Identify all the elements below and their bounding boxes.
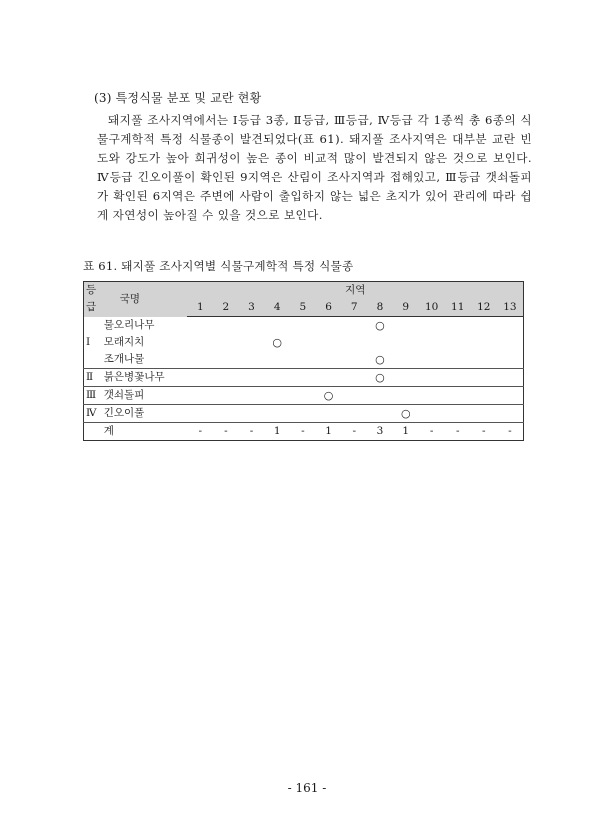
- region-cell: [341, 405, 367, 423]
- region-cell: ○: [367, 369, 393, 387]
- region-cell: [290, 334, 316, 351]
- table-row: [84, 351, 524, 369]
- total-cell: 1: [264, 423, 290, 441]
- region-number: 7: [341, 299, 367, 317]
- species-name-cell: 물오리나무: [103, 318, 155, 331]
- region-number: 4: [264, 299, 290, 317]
- region-cell: [213, 317, 239, 335]
- region-cell: [239, 334, 265, 351]
- grade-cell: Ⅱ: [84, 369, 100, 387]
- total-cell: -: [497, 423, 524, 441]
- region-cell: [213, 351, 239, 369]
- region-cell: [471, 405, 497, 423]
- region-cell: [471, 351, 497, 369]
- region-cell: [290, 317, 316, 335]
- region-cell: [264, 369, 290, 387]
- table-row: [84, 405, 524, 423]
- region-cell: [264, 387, 290, 405]
- region-cell: [497, 387, 524, 405]
- region-cell: [239, 369, 265, 387]
- region-cell: [445, 317, 471, 335]
- region-cell: [445, 405, 471, 423]
- grade-cell: Ⅳ: [84, 405, 100, 423]
- region-number: 6: [316, 299, 342, 317]
- region-cell: [264, 317, 290, 335]
- region-number: 1: [187, 299, 213, 317]
- region-cell: [419, 405, 445, 423]
- table-row: [84, 369, 524, 387]
- total-cell: -: [187, 423, 213, 441]
- total-cell: 1: [393, 423, 419, 441]
- region-cell: [316, 334, 342, 351]
- region-cell: [239, 351, 265, 369]
- total-cell: -: [341, 423, 367, 441]
- region-cell: [367, 405, 393, 423]
- region-cell: [445, 387, 471, 405]
- region-cell: [290, 405, 316, 423]
- region-cell: [471, 317, 497, 335]
- region-cell: [445, 351, 471, 369]
- region-cell: [419, 387, 445, 405]
- region-cell: ○: [316, 387, 342, 405]
- grade-cell: [84, 423, 100, 441]
- grade-cell: Ⅲ: [84, 387, 100, 405]
- region-cell: [341, 387, 367, 405]
- region-cell: [367, 387, 393, 405]
- region-cell: [316, 351, 342, 369]
- region-cell: [264, 405, 290, 423]
- total-cell: 3: [367, 423, 393, 441]
- section-heading: (3) 특정식물 분포 및 교란 현황: [94, 91, 262, 105]
- total-label: 계: [100, 423, 188, 441]
- region-cell: [393, 351, 419, 369]
- region-cell: [239, 387, 265, 405]
- region-cell: [393, 387, 419, 405]
- region-cell: [497, 317, 524, 335]
- region-cell: [341, 351, 367, 369]
- region-cell: [316, 369, 342, 387]
- header-region: 지역: [187, 282, 523, 300]
- region-cell: [445, 334, 471, 351]
- species-name-cell: 갯쇠돌피: [100, 387, 188, 405]
- region-cell: [187, 369, 213, 387]
- region-cell: [393, 334, 419, 351]
- species-name-cell: 붉은병꽃나무: [100, 369, 188, 387]
- region-cell: [419, 317, 445, 335]
- total-cell: -: [445, 423, 471, 441]
- region-cell: [239, 317, 265, 335]
- region-number: 5: [290, 299, 316, 317]
- region-cell: [213, 405, 239, 423]
- region-number: 3: [239, 299, 265, 317]
- region-cell: [187, 317, 213, 335]
- table-row: [84, 334, 524, 351]
- species-name-cell: 조개나물: [103, 353, 145, 365]
- region-cell: [471, 387, 497, 405]
- region-cell: [290, 369, 316, 387]
- region-cell: [393, 369, 419, 387]
- region-cell: [187, 387, 213, 405]
- region-cell: [213, 334, 239, 351]
- total-row: [84, 423, 524, 441]
- region-cell: [239, 405, 265, 423]
- grade-cell: Ⅰ: [86, 336, 91, 348]
- region-cell: [471, 334, 497, 351]
- region-cell: ○: [272, 336, 282, 349]
- header-grade: 등급: [84, 282, 100, 317]
- region-cell: [497, 351, 524, 369]
- total-cell: -: [213, 423, 239, 441]
- total-cell: -: [290, 423, 316, 441]
- total-cell: 1: [316, 423, 342, 441]
- region-cell: [497, 369, 524, 387]
- region-cell: [316, 317, 342, 335]
- species-name-cell: 모래지치: [103, 336, 145, 348]
- region-cell: ○: [375, 319, 385, 332]
- region-cell: [290, 387, 316, 405]
- region-cell: [187, 351, 213, 369]
- region-number: 11: [445, 299, 471, 317]
- region-number: 13: [497, 299, 524, 317]
- table-row: [84, 387, 524, 405]
- region-cell: [341, 369, 367, 387]
- table-row: [84, 317, 524, 335]
- total-cell: -: [239, 423, 265, 441]
- region-cell: [497, 334, 524, 351]
- table-caption: 표 61. 돼지풀 조사지역별 식물구계학적 특정 식물종: [83, 259, 354, 273]
- species-name-cell: 긴오이풀: [100, 405, 188, 423]
- region-cell: [367, 334, 393, 351]
- region-cell: [445, 369, 471, 387]
- body-paragraph: 돼지풀 조사지역에서는 Ⅰ등급 3종, Ⅱ등급, Ⅲ등급, Ⅳ등급 각 1종씩 총 6종의 식물구계학적 특정 식물종이 발견되었다(표 61). 돼지풀 조사지역은 대부분 교란 빈도와 강도가 높아 희귀성이 높은 종이 비교적 많이 발견되지 않은 것으로 보인다. Ⅳ등급 긴오이풀이 확인된 9지역은 산림이 조사지역과 접해있고, Ⅲ등급 갯쇠돌피가 확인된 6지역은 주변에 사람이 출입하지 않는 넓은 초지가 있어 관리에 따라 쉽게 자연성이 높아질 수 있을 것으로 보인다.: [97, 113, 532, 222]
- region-cell: [187, 334, 213, 351]
- region-cell: [213, 369, 239, 387]
- region-cell: [497, 405, 524, 423]
- region-cell: [341, 334, 367, 351]
- region-number: 10: [419, 299, 445, 317]
- region-cell: [393, 317, 419, 335]
- region-number: 9: [393, 299, 419, 317]
- total-cell: -: [471, 423, 497, 441]
- region-cell: [341, 317, 367, 335]
- region-cell: [316, 405, 342, 423]
- region-number: 12: [471, 299, 497, 317]
- region-cell: [471, 369, 497, 387]
- region-cell: ○: [375, 353, 385, 366]
- region-cell: [419, 334, 445, 351]
- header-name: 국명: [100, 282, 188, 317]
- region-number: 2: [213, 299, 239, 317]
- region-cell: [213, 387, 239, 405]
- region-cell: ○: [393, 405, 419, 423]
- total-cell: -: [419, 423, 445, 441]
- region-cell: [419, 369, 445, 387]
- grade-cell: [84, 317, 100, 335]
- grade-cell: [84, 351, 100, 369]
- region-number: 8: [367, 299, 393, 317]
- table-header-row: [84, 282, 524, 300]
- region-cell: [290, 351, 316, 369]
- region-cell: [419, 351, 445, 369]
- page-number: - 161 -: [287, 781, 327, 795]
- species-table: [83, 281, 524, 441]
- region-cell: [264, 351, 290, 369]
- region-cell: [187, 405, 213, 423]
